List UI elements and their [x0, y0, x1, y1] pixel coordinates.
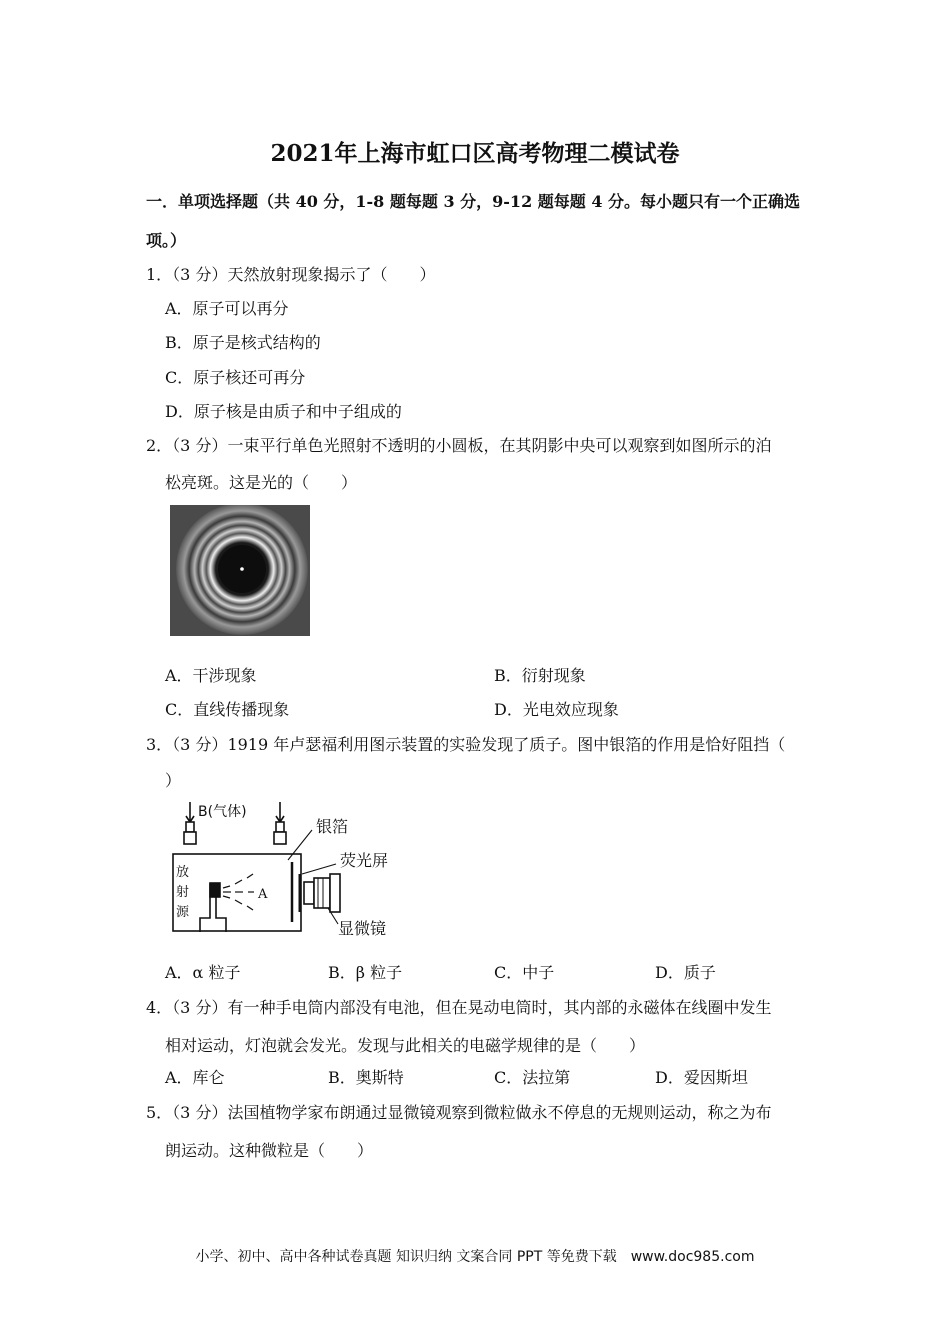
section-heading: 一．单项选择题（共 40 分，1-8 题每题 3 分，9-12 题每题 4 分。每小题只有一个正确选	[146, 192, 801, 211]
q2-option-b: B．衍射现象	[494, 666, 586, 685]
q2-option-c: C．直线传播现象	[165, 700, 290, 719]
page-footer: 小学、初中、高中各种试卷真题 知识归纳 文案合同 PPT 等免费下载 www.doc985.com	[195, 1249, 755, 1265]
question-3-stem: 3．（3 分）1919 年卢瑟福利用图示装置的实验发现了质子。图中银箔的作用是恰好阻挡（	[146, 735, 786, 754]
question-2-stem-cont: 松亮斑。这是光的（ ）	[165, 473, 358, 492]
label-source-3: 源	[176, 905, 190, 920]
label-gas: B(气体)	[198, 804, 247, 820]
q3-option-d: D．质子	[655, 963, 716, 982]
poisson-spot-image	[170, 505, 310, 636]
label-fluorescent-screen: 荧光屏	[340, 851, 389, 870]
label-source-1: 放	[176, 865, 190, 880]
question-3-stem-cont: ）	[165, 771, 182, 790]
question-4-stem-cont: 相对运动，灯泡就会发光。发现与此相关的电磁学规律的是（ ）	[165, 1036, 646, 1055]
question-4-stem: 4．（3 分）有一种手电筒内部没有电池，但在晃动电筒时，其内部的永磁体在线圈中发生	[146, 998, 772, 1017]
q1-option-d: D．原子核是由质子和中子组成的	[165, 402, 402, 421]
question-1-stem: 1．（3 分）天然放射现象揭示了（ ）	[146, 265, 436, 284]
page-title: 2021年上海市虹口区高考物理二模试卷	[270, 140, 680, 167]
label-source-2: 射	[176, 885, 190, 900]
q4-option-a: A．库仑	[165, 1068, 225, 1087]
question-5-stem: 5．（3 分）法国植物学家布朗通过显微镜观察到微粒做永不停息的无规则运动，称之为布	[146, 1103, 772, 1122]
q4-option-c: C．法拉第	[494, 1068, 571, 1087]
q1-option-c: C．原子核还可再分	[165, 368, 306, 387]
q3-option-b: B．β 粒子	[328, 963, 403, 982]
label-silver-foil: 银箔	[316, 817, 349, 836]
rutherford-apparatus-figure	[168, 800, 408, 940]
label-point-a: A	[258, 887, 268, 902]
q1-option-a: A．原子可以再分	[165, 299, 289, 318]
q3-option-a: A．α 粒子	[165, 963, 241, 982]
q4-option-b: B．奥斯特	[328, 1068, 404, 1087]
q1-option-b: B．原子是核式结构的	[165, 333, 321, 352]
question-2-stem: 2．（3 分）一束平行单色光照射不透明的小圆板，在其阴影中央可以观察到如图所示的泊	[146, 436, 772, 455]
q2-option-a: A．干涉现象	[165, 666, 257, 685]
q2-option-d: D．光电效应现象	[494, 700, 619, 719]
label-microscope: 显微镜	[338, 919, 387, 938]
q3-option-c: C．中子	[494, 963, 555, 982]
question-5-stem-cont: 朗运动。这种微粒是（ ）	[165, 1141, 374, 1160]
q4-option-d: D．爱因斯坦	[655, 1068, 748, 1087]
section-heading-cont: 项。）	[146, 231, 187, 250]
